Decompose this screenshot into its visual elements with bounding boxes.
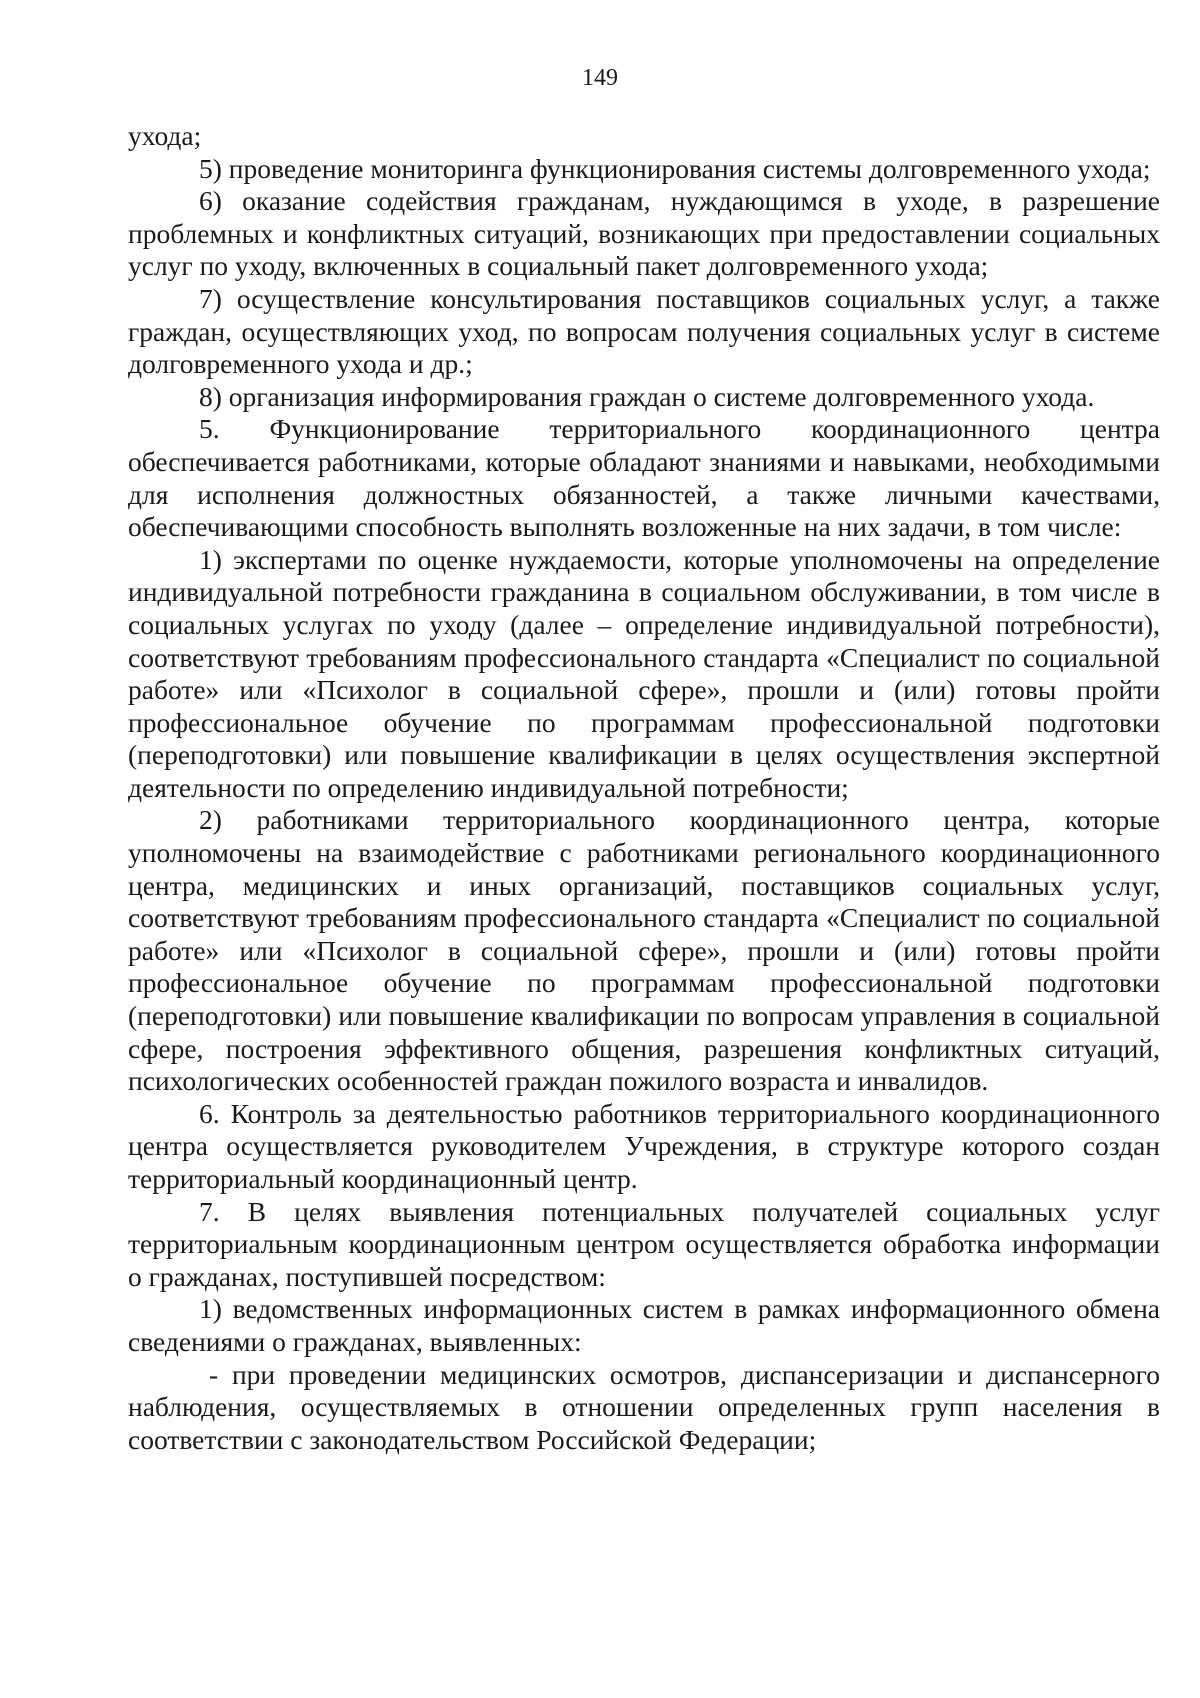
page-number: 149	[582, 65, 618, 91]
paragraph-section-5: 5. Функционирование территориального координационного центра обеспечивается работниками, которые обладают знаниями и навыками, необходимыми для исполнения должностных обязанностей, а также личными качествами, обеспечивающими способность выполнять возложенные на них задачи, в том числе:	[128, 413, 1160, 543]
paragraph-section-5-item-1: 1) экспертами по оценке нуждаемости, которые уполномочены на определение индивидуальной потребности гражданина в социальном обслуживании, в том числе в социальных услугах по уходу (далее – определение индивидуальной потребности), соответствуют требованиям профессионального стандарта «Специалист по социальной работе» или «Психолог в социальной сфере», прошли и (или) готовы пройти профессиональное обучение по программам профессиональной подготовки (переподготовки) или повышение квалификации в целях осуществления экспертной деятельности по определению индивидуальной потребности;	[128, 543, 1160, 803]
paragraph-section-5-item-2: 2) работниками территориального координационного центра, которые уполномочены на взаимодействие с работниками регионального координационного центра, медицинских и иных организаций, поставщиков социальных услуг, соответствуют требованиям профессионального стандарта «Специалист по социальной работе» или «Психолог в социальной сфере», прошли и (или) готовы пройти профессиональное обучение по программам профессиональной подготовки (переподготовки) или повышение квалификации по вопросам управления в социальной сфере, построения эффективного общения, разрешения конфликтных ситуаций, психологических особенностей граждан пожилого возраста и инвалидов.	[128, 804, 1160, 1097]
document-body	[128, 120, 1160, 1456]
paragraph-section-6: 6. Контроль за деятельностью работников территориального координационного центра осуществляется руководителем Учреждения, в структуре которого создан территориальный координационный центр.	[128, 1097, 1160, 1194]
paragraph-section-7-item-1: 1) ведомственных информационных систем в рамках информационного обмена сведениями о гражданах, выявленных:	[128, 1293, 1160, 1357]
paragraph-section-7-dash-item: - при проведении медицинских осмотров, диспансеризации и диспансерного наблюдения, осуществляемых в отношении определенных групп населения в соответствии с законодательством Российской Федерации;	[128, 1358, 1160, 1455]
paragraph-item-5: 5) проведение мониторинга функционирования системы долговременного ухода;	[199, 152, 1151, 184]
paragraph-item-6: 6) оказание содействия гражданам, нуждающимся в уходе, в разрешение проблемных и конфликтных ситуаций, возникающих при предоставлении социальных услуг по уходу, включенных в социальный пакет долговременного ухода;	[128, 185, 1160, 282]
paragraph-item-7: 7) осуществление консультирования поставщиков социальных услуг, а также граждан, осуществляющих уход, по вопросам получения социальных услуг в системе долговременного ухода и др.;	[128, 282, 1160, 380]
paragraph-item-8: 8) организация информирования граждан о системе долговременного ухода.	[199, 380, 1095, 412]
paragraph-continuation: ухода;	[128, 120, 202, 151]
paragraph-section-7: 7. В целях выявления потенциальных получателей социальных услуг территориальным координационным центром осуществляется обработка информации о гражданах, поступившей посредством:	[128, 1195, 1160, 1292]
